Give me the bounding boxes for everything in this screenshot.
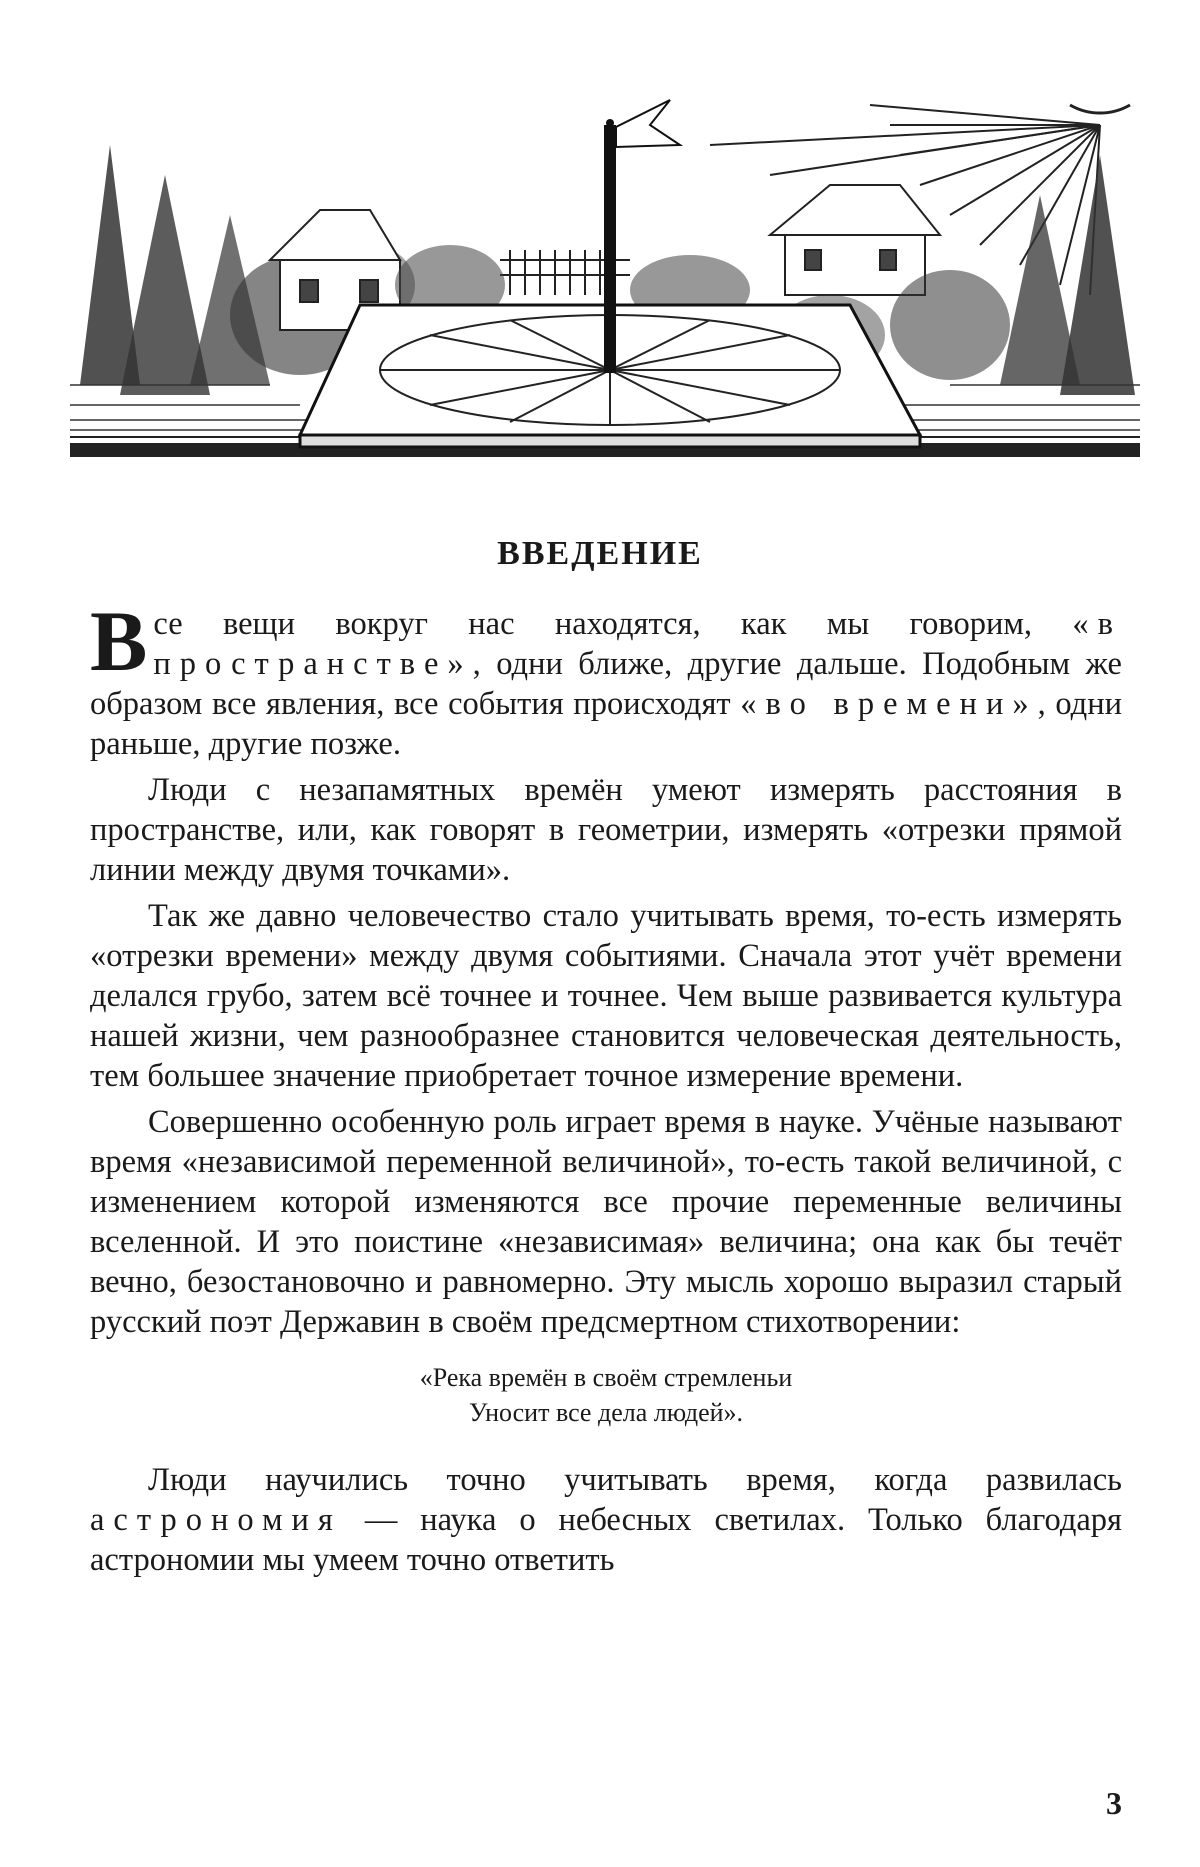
spaced-word-astronomy: астрономия bbox=[90, 1502, 342, 1538]
body-text bbox=[90, 593, 1123, 1580]
paragraph-3: Так же давно человечество стало учитывать время, то-есть измерять «отрезки времени» между двумя событиями. Сначала этот учёт времени делался грубо, затем всё точнее и точнее. Чем выше развивается культура нашей жизни, чем разнообразнее становится человеческая деятельность, тем большее значение приобретает точное измерение времени. bbox=[90, 898, 1122, 1094]
paragraph-2: Люди с незапамятных времён умеют измерять расстояния в пространстве, или, как говорят в геометрии, измерять «отрезки прямой линии между двумя точками». bbox=[90, 772, 1122, 888]
sundial-landscape-illustration bbox=[70, 85, 1140, 470]
sundial-illustration-svg bbox=[70, 85, 1140, 470]
page-heading: ВВЕДЕНИЕ bbox=[497, 535, 703, 572]
quote-line-2: Уносит все дела людей». bbox=[468, 1398, 744, 1427]
quote-line-1: «Река времён в своём стремленьи bbox=[419, 1363, 793, 1392]
paragraph-1 bbox=[90, 593, 1123, 764]
drop-cap: В bbox=[90, 593, 148, 689]
paragraph-5-text-a: Люди научились точно учитывать время, когда развилась bbox=[148, 1462, 1122, 1498]
paragraph-1-text-e: , одни раньше, другие позже. bbox=[90, 686, 1123, 762]
paragraph-1-text-a: се вещи вокруг нас находятся, как мы говорим, bbox=[153, 606, 1073, 642]
paragraph-5-text-c: — наука о небесных светилах. Только благодаря астрономии мы умеем точно ответить bbox=[90, 1502, 1122, 1578]
paragraph-1-text-c: , одни ближе, другие дальше. Подобным же образом все явления, все события происходят bbox=[90, 646, 1122, 722]
paragraph-5 bbox=[90, 1460, 1122, 1580]
page-number: 3 bbox=[1106, 1785, 1122, 1821]
paragraph-4: Совершенно особенную роль играет время в науке. Учёные называют время «независимой переменной величиной», то-есть такой величиной, с изменением которой изменяются все прочие переменные величины вселенной. И это поистине «независимая» величина; она как бы течёт вечно, безостановочно и равномерно. Эту мысль хорошо выразил старый русский поэт Державин в своём предсмертном стихотворении: bbox=[90, 1104, 1122, 1340]
spaced-phrase-space: «в пространстве» bbox=[153, 606, 1122, 682]
poem-quote bbox=[90, 1360, 1122, 1430]
spaced-phrase-time: «во времени» bbox=[740, 686, 1038, 722]
